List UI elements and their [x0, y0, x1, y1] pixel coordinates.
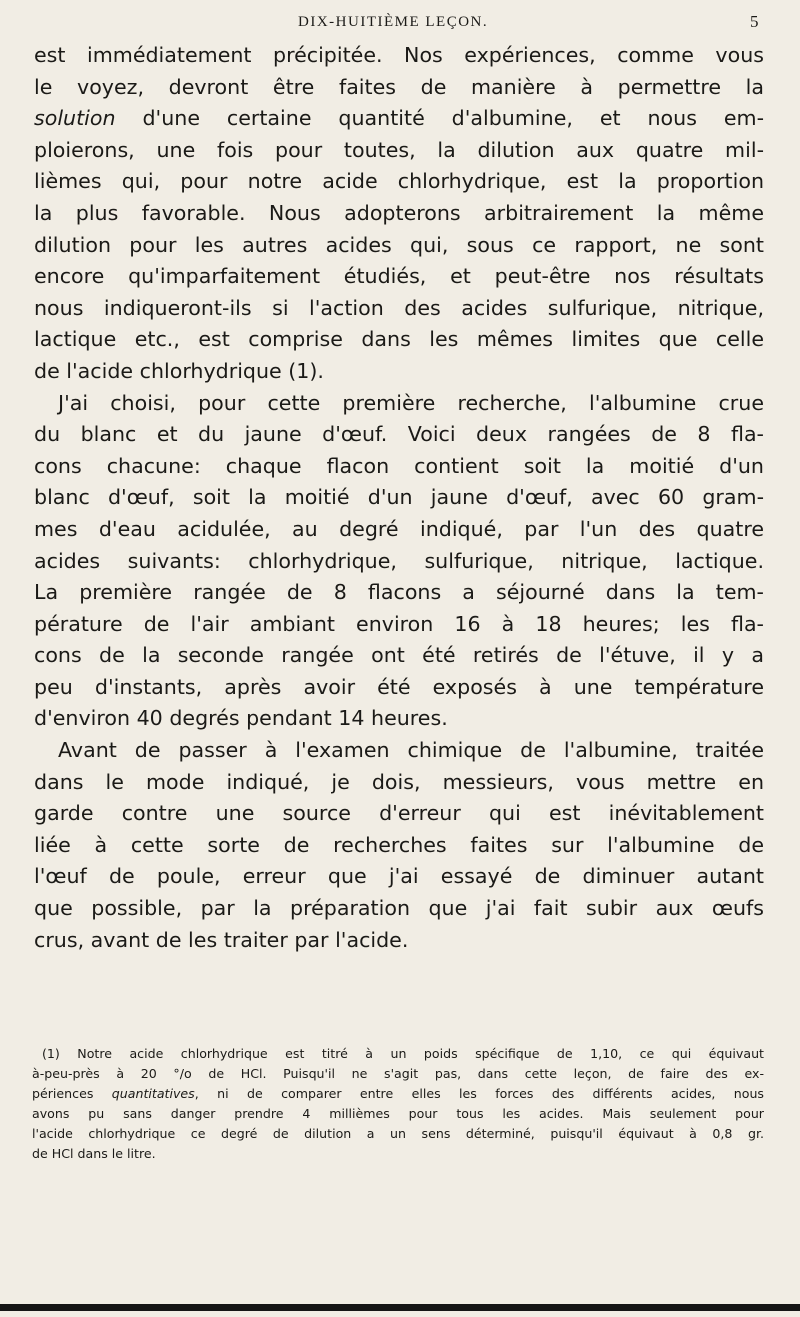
text-line: peu d'instants, après avoir été exposés à une température — [34, 674, 764, 699]
text-line: acides suivants: chlorhydrique, sulfurique, nitrique, lactique. — [34, 548, 764, 573]
text-line: est immédiatement précipitée. Nos expériences, comme vous — [34, 43, 764, 67]
text-line: liée à cette sorte de recherches faites sur l'albumine de — [34, 832, 764, 857]
footnote-line: l'acide chlorhydrique ce degré de dilution a un sens déterminé, puisqu'il équivaut à 0,8 gr. — [32, 1126, 764, 1141]
main-text — [34, 40, 764, 956]
text-line: La première rangée de 8 flacons a séjourné dans la tem- — [34, 580, 764, 605]
text-line: Avant de passer à l'examen chimique de l'albumine, traitée — [58, 738, 764, 763]
text-line: pérature de l'air ambiant environ 16 à 18 heures; les fla- — [34, 611, 764, 636]
footnote-line: périences quantitatives, ni de comparer entre elles les forces des différents acides, nous — [32, 1086, 764, 1101]
text-line: du blanc et du jaune d'œuf. Voici deux rangées de 8 fla- — [34, 422, 764, 447]
text-line: mes d'eau acidulée, au degré indiqué, par l'un des quatre — [34, 516, 764, 541]
page-number: 5 — [750, 12, 759, 31]
footnote-line: (1) Notre acide chlorhydrique est titré à un poids spécifique de 1,10, ce qui équivaut — [42, 1046, 764, 1061]
text-line: de l'acide chlorhydrique (1). — [34, 358, 324, 383]
text-line: solution d'une certaine quantité d'albumine, et nous em- — [34, 106, 764, 131]
text-line: nous indiqueront-ils si l'action des acides sulfurique, nitrique, — [34, 295, 764, 320]
text-line: le voyez, devront être faites de manière à permettre la — [34, 74, 764, 99]
text-line: d'environ 40 degrés pendant 14 heures. — [34, 706, 448, 731]
text-line: dilution pour les autres acides qui, sous ce rapport, ne sont — [34, 232, 764, 257]
footnote-line: avons pu sans danger prendre 4 millièmes pour tous les acides. Mais seulement pour — [32, 1106, 764, 1121]
text-line: l'œuf de poule, erreur que j'ai essayé de diminuer autant — [34, 864, 764, 889]
text-line: garde contre une source d'erreur qui est inévitablement — [34, 801, 764, 826]
footnote-line: de HCl dans le litre. — [32, 1146, 156, 1161]
text-line: dans le mode indiqué, je dois, messieurs, vous mettre en — [34, 769, 764, 794]
text-line: encore qu'imparfaitement étudiés, et peut-être nos résultats — [34, 264, 764, 289]
running-title: DIX-HUITIÈME LEÇON. — [298, 14, 489, 30]
text-line: lactique etc., est comprise dans les mêmes limites que celle — [34, 327, 764, 352]
text-line: ploierons, une fois pour toutes, la dilution aux quatre mil- — [34, 137, 764, 162]
text-line: que possible, par la préparation que j'ai fait subir aux œufs — [34, 896, 764, 921]
text-line: lièmes qui, pour notre acide chlorhydrique, est la proportion — [34, 169, 764, 194]
text-line: J'ai choisi, pour cette première recherche, l'albumine crue — [58, 390, 764, 415]
text-line: crus, avant de les traiter par l'acide. — [34, 927, 409, 952]
text-line: cons chacune: chaque flacon contient soit la moitié d'un — [34, 453, 764, 478]
text-line: cons de la seconde rangée ont été retirés de l'étuve, il y a — [34, 643, 764, 668]
footnote-line: à-peu-près à 20 °/o de HCl. Puisqu'il ne s'agit pas, dans cette leçon, de faire des ex- — [32, 1066, 764, 1081]
text-line: blanc d'œuf, soit la moitié d'un jaune d'œuf, avec 60 gram- — [34, 485, 764, 510]
text-line: la plus favorable. Nous adopterons arbitrairement la même — [34, 200, 764, 225]
scan-bottom-edge — [0, 1304, 800, 1311]
footnote — [32, 1044, 764, 1164]
page-header — [0, 8, 800, 38]
